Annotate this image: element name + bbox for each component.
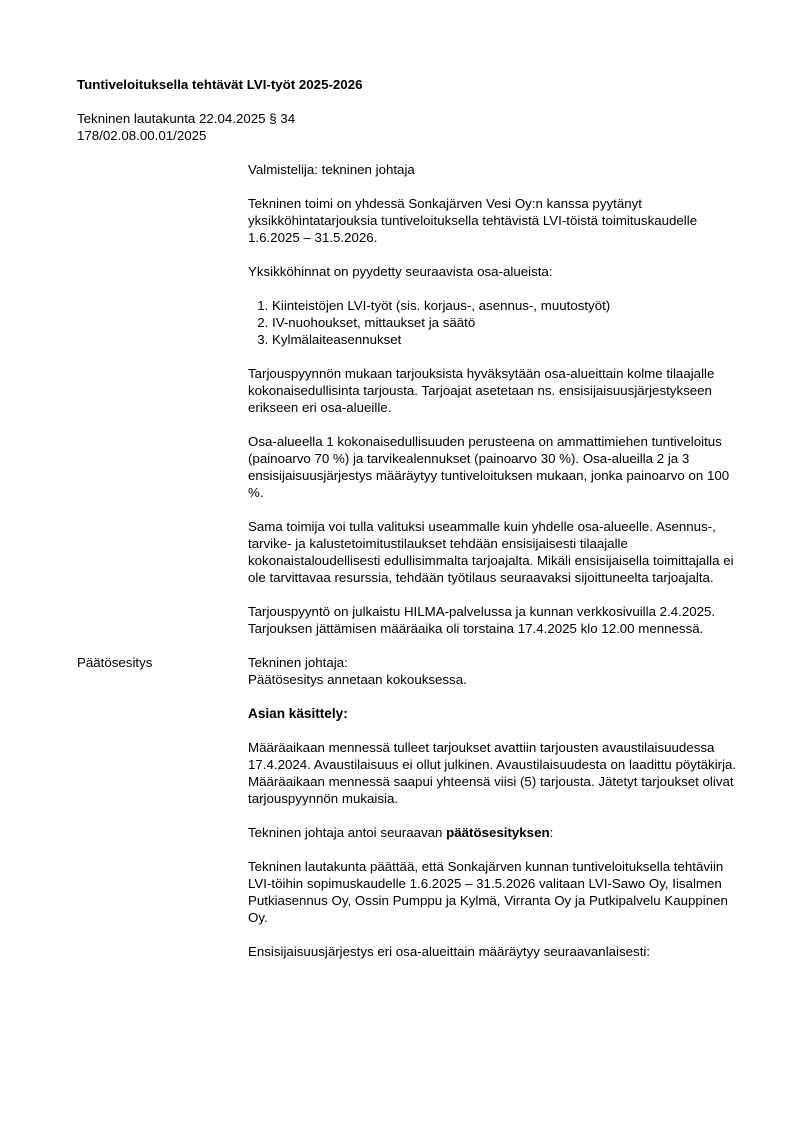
text-span: Tekninen johtaja antoi seuraavan (248, 825, 447, 840)
decision-content (248, 654, 738, 977)
decision-label: Päätösesitys (77, 655, 153, 670)
document-title: Tuntiveloituksella tehtävät LVI-työt 2025-2026 (77, 77, 363, 92)
preparation-content (248, 161, 738, 654)
paragraph: Ensisijaisuusjärjestys eri osa-alueittain määräytyy seuraavanlaisesti: (248, 944, 651, 959)
paragraph: Tekninen toimi on yhdessä Sonkajärven Vesi Oy:n kanssa pyytänyt yksikköhintatarjouksia tuntiveloituksella tehtävistä LVI-töistä toimituskaudelle 1.6.2025 – 31.5.2026. (248, 196, 698, 245)
bold-text: päätösesityksen (446, 825, 550, 840)
paragraph: Sama toimija voi tulla valituksi useammalle kuin yhdelle osa-alueelle. Asennus-, tarvike- ja kalustetoimitustilaukset tehdään ensisijaisesti tilaajalle kokonaistaloudellisesti edullisimmalta tarjoajalta. Mikäli ensisijaisella toimittajalla ei ole tarvittavaa resurssia, tehdään työtilaus seuraavaksi sijoittuneelta tarjoajalta. (248, 519, 734, 585)
paragraph: Tekninen lautakunta päättää, että Sonkajärven kunnan tuntiveloituksella tehtäviin LVI-töihin sopimuskaudelle 1.6.2025 – 31.5.2026 valitaan LVI-Sawo Oy, Iisalmen Putkiasennus Oy, Ossin Pumppu ja Kylmä, Virranta Oy ja Putkipalvelu Kauppinen Oy. (248, 859, 728, 925)
paragraph: Määräaikaan mennessä tulleet tarjoukset avattiin tarjousten avaustilaisuudessa 17.4.2024. Avaustilaisuus ei ollut julkinen. Avaustilaisuudesta on laadittu pöytäkirja. Määräaikaan mennessä saapui yhteensä viisi (5) tarjousta. Jätetyt tarjoukset olivat tarjouspyynnön mukaisia. (248, 740, 737, 806)
decision-intro (248, 654, 738, 688)
preparation-label (77, 161, 248, 654)
handling-heading: Asian käsittely: (248, 706, 348, 721)
decision-section (77, 654, 742, 977)
meeting-line: Tekninen lautakunta 22.04.2025 § 34 (77, 111, 296, 126)
preparation-section (77, 161, 742, 654)
list-item: 3. Kylmälaiteasennukset (272, 331, 738, 348)
text-span: : (549, 825, 554, 840)
preparer-line: Valmistelija: tekninen johtaja (248, 162, 415, 177)
decision-line: Tekninen johtaja: (248, 655, 348, 670)
list-item: 1. Kiinteistöjen LVI-työt (sis. korjaus-, asennus-, muutostyöt) (272, 297, 738, 314)
list-item: 2. IV-nuohoukset, mittaukset ja säätö (272, 314, 738, 331)
paragraph: Tarjouspyynnön mukaan tarjouksista hyväksytään osa-alueittain kolme tilaajalle kokonaisedullisinta tarjousta. Tarjoajat asetetaan ns. ensisijaisuusjärjestykseen erikseen eri osa-alueille. (248, 366, 715, 415)
meeting-info (77, 110, 742, 144)
subarea-list (248, 297, 738, 348)
paragraph (248, 824, 738, 841)
paragraph: Tarjouspyyntö on julkaistu HILMA-palvelussa ja kunnan verkkosivuilla 2.4.2025. Tarjouksen jättämisen määräaika oli torstaina 17.4.2025 klo 12.00 mennessä. (248, 604, 716, 636)
paragraph: Yksikköhinnat on pyydetty seuraavista osa-alueista: (248, 264, 553, 279)
reference-number: 178/02.08.00.01/2025 (77, 128, 207, 143)
decision-line: Päätösesitys annetaan kokouksessa. (248, 672, 467, 687)
paragraph: Osa-alueella 1 kokonaisedullisuuden perusteena on ammattimiehen tuntiveloitus (painoarvo 70 %) ja tarvikealennukset (painoarvo 30 %). Osa-alueilla 2 ja 3 ensisijaisuusjärjestys määräytyy tuntiveloituksen mukaan, jonka painoarvo on 100 %. (248, 434, 730, 500)
document-page (77, 76, 742, 977)
